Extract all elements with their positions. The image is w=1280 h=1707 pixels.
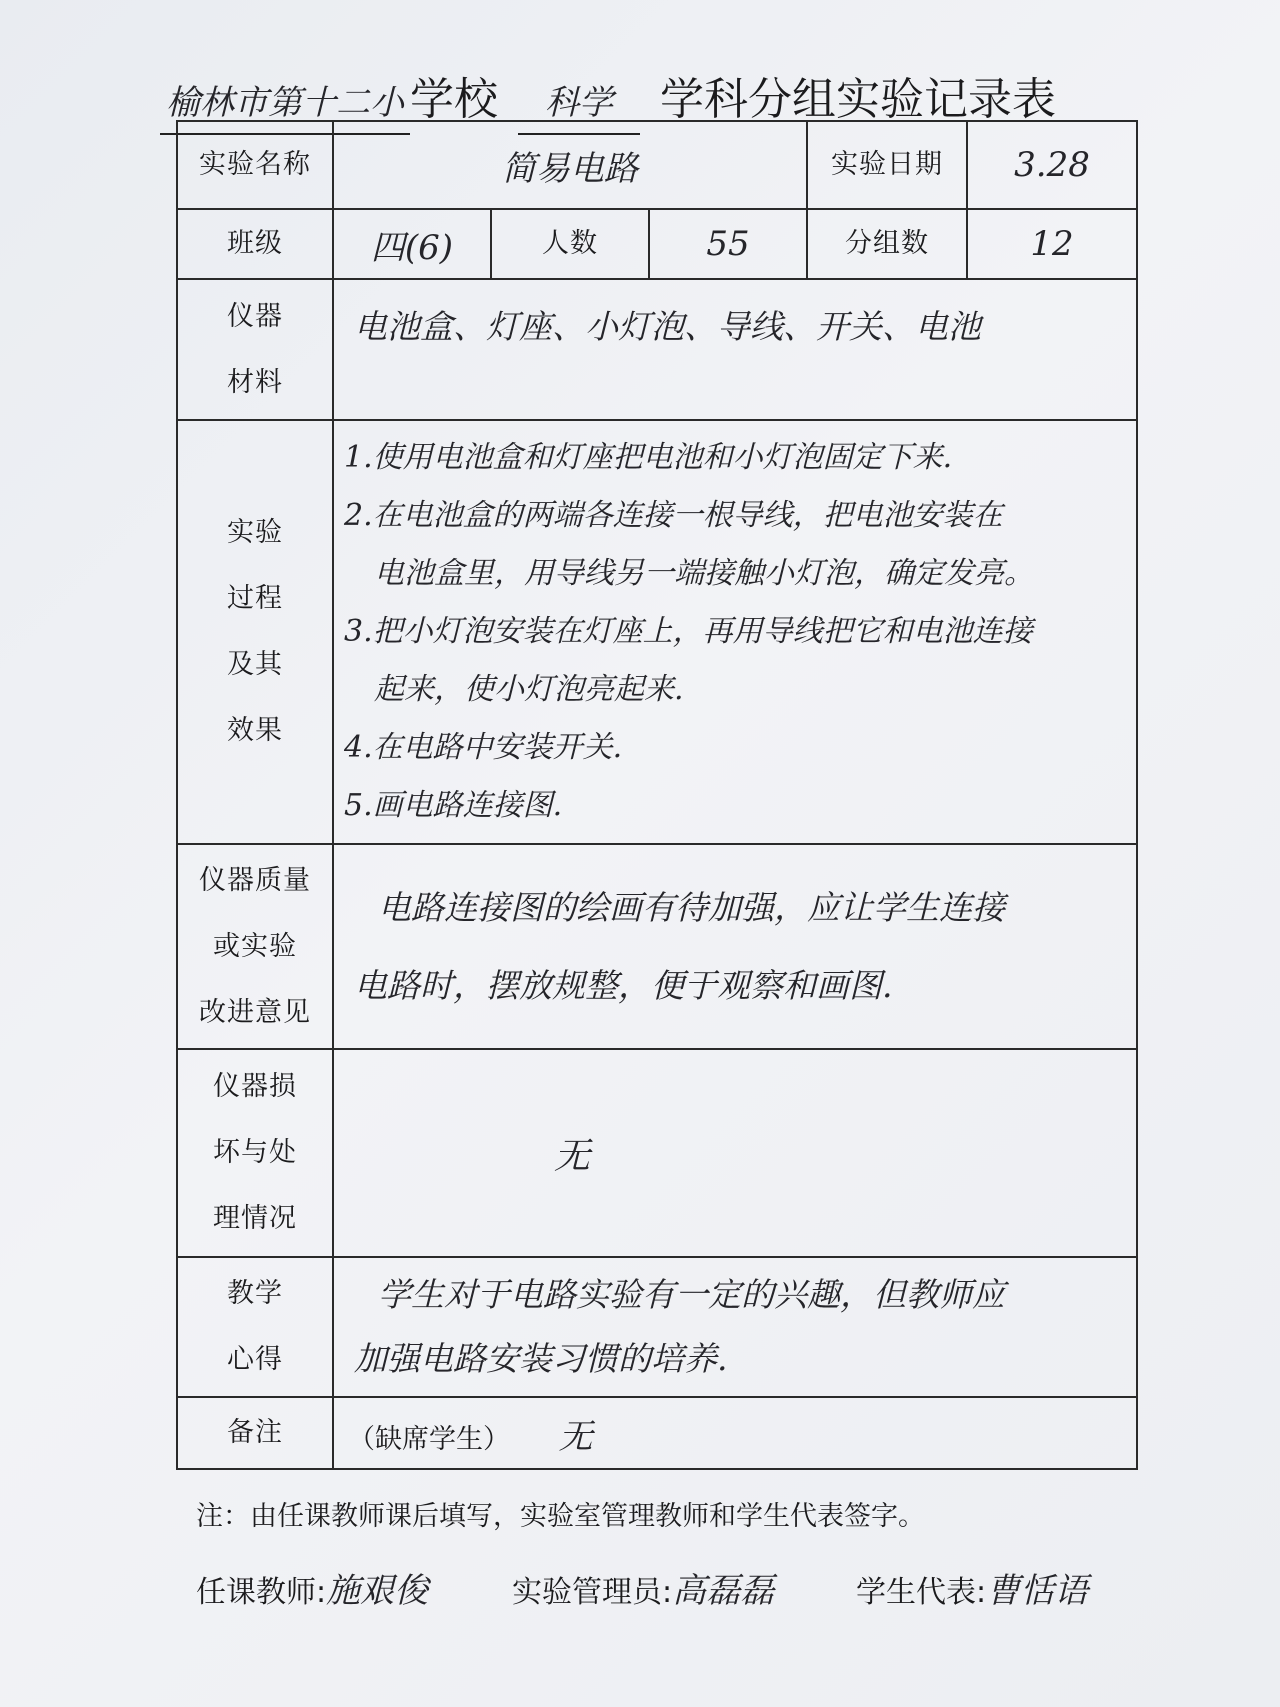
label-remarks: 备注 (177, 1397, 333, 1469)
value-experiment-name: 简易电路 (333, 121, 807, 209)
row-equipment (177, 279, 1137, 420)
value-headcount: 55 (649, 209, 807, 279)
student-rep-label: 学生代表: (856, 1575, 987, 1610)
row-class (177, 209, 1137, 279)
value-quality: 电路连接图的绘画有待加强，应让学生连接 电路时，摆放规整，便于观察和画图. (333, 844, 1137, 1049)
student-rep-signature-block (856, 1563, 1088, 1612)
label-reflection: 教学 心得 (177, 1257, 333, 1397)
value-experiment-date: 3.28 (967, 121, 1137, 209)
row-quality (177, 844, 1137, 1049)
school-name: 榆林市第十二小 (160, 73, 410, 135)
process-step: 4.在电路中安装开关. (344, 730, 623, 765)
label-quality: 仪器质量 或实验 改进意见 (177, 844, 333, 1049)
teacher-signature: 施艰俊 (326, 1571, 429, 1611)
teacher-label: 任课教师: (196, 1575, 327, 1610)
value-remarks (333, 1397, 1137, 1469)
form-title-text: 学科分组实验记录表 (660, 74, 1056, 125)
value-damage: 无 (333, 1049, 1137, 1257)
label-class: 班级 (177, 209, 333, 279)
process-step: 2.在电池盒的两端各连接一根导线，把电池安装在 (344, 498, 1003, 533)
row-damage (177, 1049, 1137, 1257)
process-step: 5.画电路连接图. (344, 788, 563, 823)
process-step: 起来，使小灯泡亮起来. (374, 672, 684, 707)
label-process: 实验 过程 及其 效果 (177, 420, 333, 844)
label-headcount: 人数 (491, 209, 649, 279)
label-damage: 仪器损 坏与处 理情况 (177, 1049, 333, 1257)
process-step: 电池盒里，用导线另一端接触小灯泡，确定发亮。 (374, 556, 1034, 591)
school-suffix: 学校 (410, 74, 498, 125)
value-absent: 无 (558, 1416, 593, 1457)
row-process (177, 420, 1137, 844)
lab-admin-label: 实验管理员: (512, 1575, 673, 1610)
row-remarks (177, 1397, 1137, 1469)
value-group-count: 12 (967, 209, 1137, 279)
footer-note: 注：由任课教师课后填写，实验室管理教师和学生代表签字。 (196, 1501, 925, 1532)
teacher-signature-block (196, 1563, 428, 1612)
label-experiment-date: 实验日期 (807, 121, 967, 209)
label-absent: （缺席学生） (348, 1423, 510, 1455)
process-step: 3.把小灯泡安装在灯座上，再用导线把它和电池连接 (344, 614, 1033, 649)
lab-admin-signature-block (512, 1563, 774, 1612)
record-table (176, 120, 1138, 1470)
row-reflection (177, 1257, 1137, 1397)
label-equipment: 仪器 材料 (177, 279, 333, 420)
subject-name: 科学 (518, 73, 640, 135)
student-rep-signature: 曹恬语 (986, 1571, 1089, 1611)
label-experiment-name: 实验名称 (177, 121, 333, 209)
value-process (333, 420, 1137, 844)
lab-admin-signature: 高磊磊 (672, 1571, 775, 1611)
value-class: 四(6) (333, 209, 491, 279)
value-equipment: 电池盒、灯座、小灯泡、导线、开关、电池 (333, 279, 1137, 420)
row-name-date (177, 121, 1137, 209)
process-step: 1.使用电池盒和灯座把电池和小灯泡固定下来. (344, 440, 953, 475)
value-reflection: 学生对于电路实验有一定的兴趣，但教师应 加强电路安装习惯的培养. (333, 1257, 1137, 1397)
label-group-count: 分组数 (807, 209, 967, 279)
